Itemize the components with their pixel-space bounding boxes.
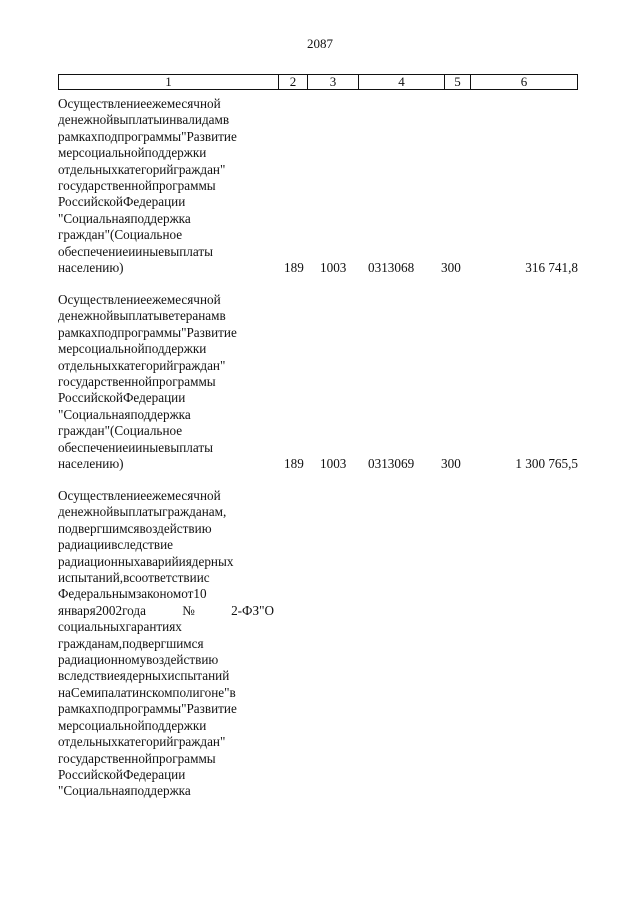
desc-line: радиационныхаварийиядерных bbox=[58, 553, 234, 569]
desc-line: РоссийскойФедерации bbox=[58, 194, 186, 210]
header-col-5: 5 bbox=[445, 75, 471, 89]
desc-line: денежнойвыплатыинвалидамв bbox=[58, 112, 230, 128]
desc-line: "Социальнаяподдержка bbox=[58, 210, 191, 226]
desc-line: "Социальнаяподдержка bbox=[58, 783, 191, 799]
cell-col-2: 189 bbox=[284, 456, 304, 471]
desc-line: радиациивследствие bbox=[58, 537, 173, 553]
desc-line: социальныхгарантиях bbox=[58, 619, 182, 635]
cell-col-2: 189 bbox=[284, 260, 304, 275]
desc-line: Осуществлениеежемесячной bbox=[58, 488, 221, 503]
header-col-2: 2 bbox=[279, 75, 308, 89]
desc-line: граждан"(Социальное bbox=[58, 423, 183, 439]
cell-col-3: 1003 bbox=[320, 260, 347, 275]
header-col-6: 6 bbox=[520, 74, 528, 89]
page-number: 2087 bbox=[307, 36, 333, 51]
desc-line: радиационномувоздействию bbox=[58, 652, 219, 668]
cell-col-3: 1003 bbox=[320, 456, 347, 471]
row-description bbox=[58, 292, 274, 472]
cell-col-4: 0313069 bbox=[368, 456, 415, 471]
desc-line: РоссийскойФедерации bbox=[58, 390, 186, 406]
table-header bbox=[58, 74, 578, 90]
desc-line: "Социальнаяподдержка bbox=[58, 406, 191, 422]
row-description bbox=[58, 488, 274, 800]
desc-line: отдельныхкатегорийграждан" bbox=[58, 734, 226, 750]
desc-line: государственнойпрограммы bbox=[58, 750, 216, 766]
cell-col-4: 0313068 bbox=[368, 260, 415, 275]
desc-line: наСемипалатинскомполигоне"в bbox=[58, 684, 236, 700]
desc-line: рамкахподпрограммы"Развитие bbox=[58, 128, 237, 144]
desc-line: гражданам,подвергшимся bbox=[58, 635, 204, 651]
desc-line: рамкахподпрограммы"Развитие bbox=[58, 324, 237, 340]
desc-line: рамкахподпрограммы"Развитие bbox=[58, 701, 237, 717]
desc-line: государственнойпрограммы bbox=[58, 178, 216, 194]
desc-line: государственнойпрограммы bbox=[58, 374, 216, 390]
header-col-1: 1 bbox=[59, 75, 279, 89]
desc-line: населению) bbox=[58, 456, 124, 472]
desc-line: Осуществлениеежемесячной bbox=[58, 96, 221, 111]
cell-col-6: 1 300 765,5 bbox=[515, 456, 578, 471]
desc-line: отдельныхкатегорийграждан" bbox=[58, 161, 226, 177]
desc-line: мерсоциальнойподдержки bbox=[58, 341, 207, 357]
row-description bbox=[58, 96, 274, 276]
desc-line: вследствиеядерныхиспытаний bbox=[58, 668, 230, 684]
desc-line: денежнойвыплатыветеранамв bbox=[58, 308, 226, 324]
desc-line: обеспечениеииныевыплаты bbox=[58, 243, 213, 259]
desc-line: обеспечениеииныевыплаты bbox=[58, 439, 213, 455]
desc-line: Осуществлениеежемесячной bbox=[58, 292, 221, 307]
desc-line: населению) bbox=[58, 260, 124, 276]
desc-line: денежнойвыплатыгражданам, bbox=[58, 504, 227, 520]
desc-line: отдельныхкатегорийграждан" bbox=[58, 357, 226, 373]
desc-line: граждан"(Социальное bbox=[58, 227, 183, 243]
header-col-4: 4 bbox=[359, 75, 445, 89]
desc-line: Федеральнымзакономот10 bbox=[58, 586, 207, 602]
desc-line: подвергшимсявоздействию bbox=[58, 520, 212, 536]
cell-col-5: 300 bbox=[441, 456, 461, 471]
desc-line: января2002года№2-ФЗ"О bbox=[58, 602, 274, 618]
header-col-3: 3 bbox=[308, 75, 359, 89]
desc-line: мерсоциальнойподдержки bbox=[58, 717, 207, 733]
desc-line: мерсоциальнойподдержки bbox=[58, 145, 207, 161]
desc-line: РоссийскойФедерации bbox=[58, 766, 186, 782]
cell-col-6: 316 741,8 bbox=[525, 260, 578, 275]
desc-line: испытаний,всоответствиис bbox=[58, 570, 210, 586]
cell-col-5: 300 bbox=[441, 260, 461, 275]
